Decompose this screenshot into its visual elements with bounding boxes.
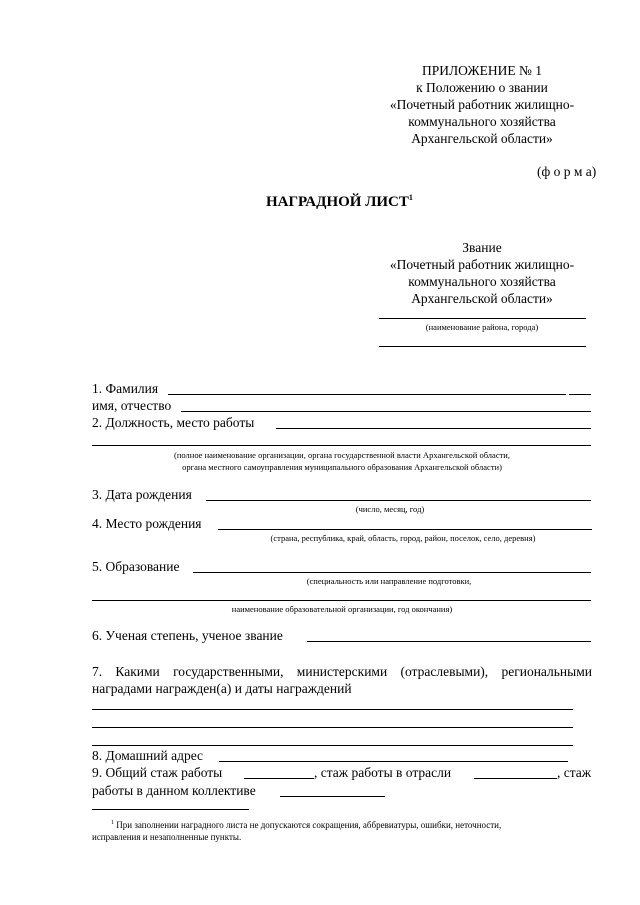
awards-fill-line-3[interactable] — [92, 745, 573, 746]
district-caption: (наименование района, города) — [425, 322, 539, 332]
page-title — [266, 194, 413, 210]
name-patronymic-label: имя, отчество — [92, 398, 172, 413]
industry-experience-label: , стаж работы в отрасли — [314, 765, 452, 780]
education-caption-1: (специальность или направление подготовки, — [306, 576, 472, 586]
position-caption-1: (полное наименование организации, органа государственной власти Архангельской области, — [174, 450, 510, 460]
surname-fill-line-end[interactable] — [569, 394, 591, 395]
district-fill-line-2[interactable] — [379, 346, 586, 347]
appendix-line-3: «Почетный работник жилищно- — [389, 97, 575, 112]
awards-fill-line-2[interactable] — [92, 727, 573, 728]
birth-date-fill-line[interactable] — [206, 500, 591, 501]
rank-line-4: Архангельской области» — [411, 291, 553, 306]
rank-line-2: «Почетный работник жилищно- — [389, 257, 575, 272]
position-label: 2. Должность, место работы — [92, 415, 255, 430]
education-fill-line-2[interactable] — [92, 600, 591, 601]
birth-place-fill-line[interactable] — [218, 529, 592, 530]
education-label: 5. Образование — [92, 559, 180, 574]
education-fill-line[interactable] — [193, 572, 591, 573]
footnote-line-2: исправления и незаполненные пункты. — [92, 832, 242, 842]
appendix-line-2: к Положению о звании — [416, 80, 548, 95]
birth-place-label: 4. Место рождения — [92, 516, 202, 531]
position-fill-line-2[interactable] — [92, 445, 591, 446]
awards-question-line-2: наградами награжден(а) и даты награждений — [92, 681, 352, 696]
appendix-line-1: ПРИЛОЖЕНИЕ № 1 — [421, 63, 543, 78]
birth-date-label: 3. Дата рождения — [92, 487, 192, 502]
footnote-line-1 — [111, 820, 501, 831]
awards-fill-line-1[interactable] — [92, 709, 573, 710]
name-patronymic-fill-line[interactable] — [181, 411, 591, 412]
industry-experience-fill-line[interactable] — [474, 778, 557, 779]
team-experience-fill-line[interactable] — [280, 796, 385, 797]
team-experience-label: работы в данном коллективе — [92, 783, 256, 798]
rank-line-1: Звание — [462, 240, 502, 255]
experience-label-end: , стаж — [557, 765, 592, 780]
appendix-line-5: Архангельской области» — [411, 131, 553, 146]
footnote-text-1: При заполнении наградного листа не допускаются сокращения, аббревиатуры, ошибки, неточности, — [116, 820, 502, 830]
degree-fill-line[interactable] — [307, 641, 591, 642]
page-title-text: НАГРАДНОЙ ЛИСТ — [266, 194, 409, 210]
district-fill-line[interactable] — [379, 318, 586, 319]
birth-place-caption: (страна, республика, край, область, город, район, поселок, село, деревня) — [270, 533, 536, 543]
degree-label: 6. Ученая степень, ученое звание — [92, 628, 283, 643]
education-caption-2: наименование образовательной организации, год окончания) — [231, 604, 453, 614]
footnote-separator — [92, 809, 249, 810]
position-caption-2: органа местного самоуправления муниципального образования Архангельской области) — [182, 462, 502, 472]
rank-line-3: коммунального хозяйства — [408, 274, 556, 289]
surname-label: 1. Фамилия — [92, 381, 159, 396]
position-fill-line[interactable] — [276, 428, 591, 429]
awards-question-line-1: 7. Какими государственными, министерскими (отраслевыми), региональными — [92, 664, 592, 679]
total-experience-fill-line[interactable] — [244, 778, 314, 779]
experience-label: 9. Общий стаж работы — [92, 765, 223, 780]
form-label: (ф о р м а) — [537, 164, 597, 179]
surname-fill-line[interactable] — [168, 394, 566, 395]
home-address-label: 8. Домашний адрес — [92, 748, 204, 763]
appendix-line-4: коммунального хозяйства — [408, 114, 556, 129]
footnote-mark: 1 — [111, 820, 114, 826]
home-address-fill-line[interactable] — [219, 761, 568, 762]
title-footnote-mark: 1 — [408, 193, 413, 202]
birth-date-caption: (число, месяц, год) — [355, 504, 425, 514]
